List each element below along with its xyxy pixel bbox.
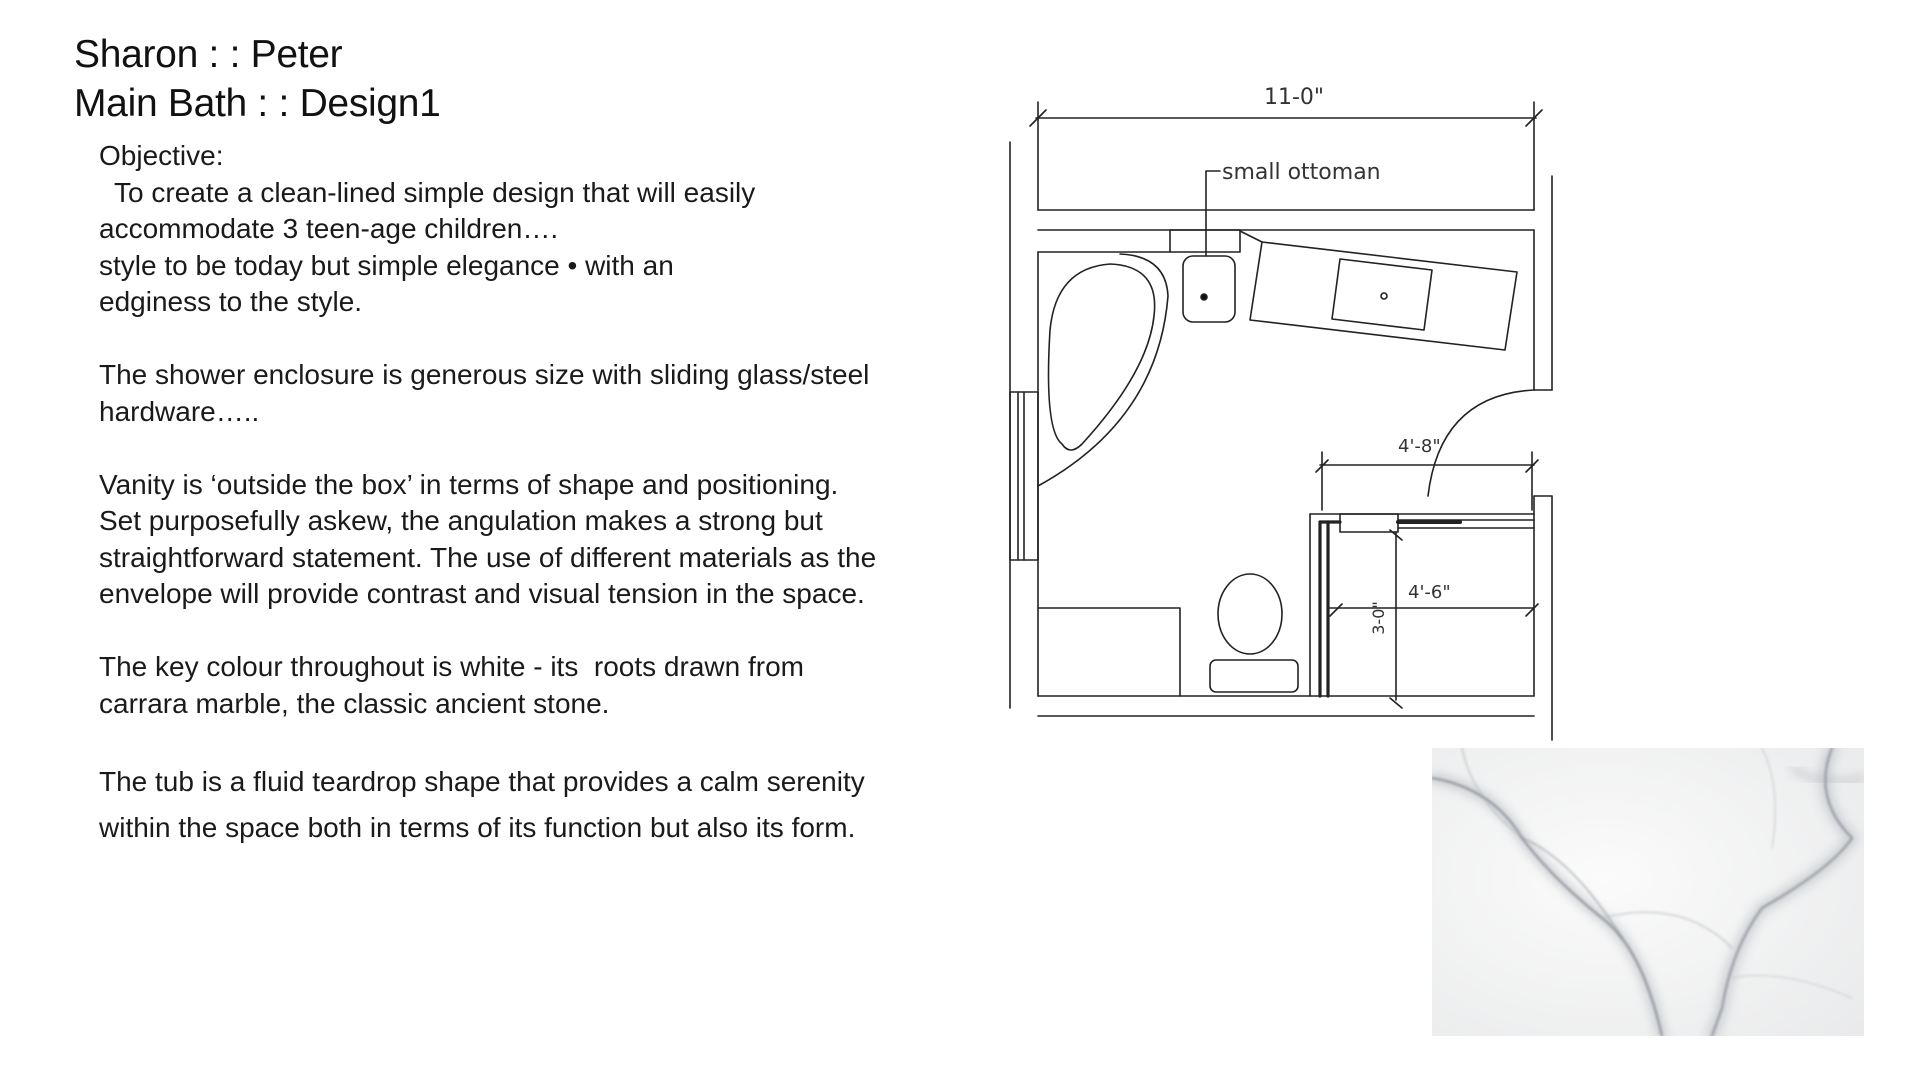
small-ottoman [1170,171,1240,322]
slide-title [74,30,441,128]
shower-inner-width-label: 4'-6" [1408,582,1451,603]
overall-dimension-line [1030,102,1542,210]
teardrop-tub [1038,254,1168,486]
paragraph-gap [99,430,939,467]
shower-enclosure [1310,514,1538,708]
objective-line: edginess to the style. [99,286,363,317]
overall-width-label: 11-0" [1264,85,1325,110]
colour-line: The key colour throughout is white - its roots drawn from [99,651,804,682]
exterior-walls [1010,142,1552,740]
storage-cabinet [1038,608,1180,696]
vanity-line: Vanity is ‘outside the box’ in terms of shape and positioning. [99,468,839,500]
shower-depth-label: 3-0" [1369,601,1388,635]
paragraph-gap [99,613,939,650]
colour-line: carrara marble, the classic ancient stone. [99,687,610,719]
objective-heading: Objective: [99,140,224,171]
shower-line: hardware….. [99,395,260,427]
ottoman-label: small ottoman [1222,160,1381,185]
objective-line: To create a clean-lined simple design that will easily [99,176,756,208]
vanity-line: envelope will provide contrast and visual tension in the space. [99,578,865,609]
shower-line: The shower enclosure is generous size with sliding glass/steel [99,359,870,390]
window [1010,392,1038,560]
carrara-marble-swatch [1432,748,1864,1036]
paragraph-gap [99,722,939,759]
client-names: Sharon : : Peter [74,33,343,76]
tub-line: within the space both in terms of its function but also its form. [99,811,856,843]
angled-vanity [1240,231,1517,350]
shower-width-label: 4'-8" [1398,436,1441,457]
floor-plan-drawing [990,80,1570,750]
door-swing [1428,390,1534,496]
project-name: Main Bath : : Design1 [74,82,441,125]
vanity-line: straightforward statement. The use of different materials as the [99,541,877,573]
objective-line: accommodate 3 teen-age children…. [99,213,559,244]
objective-line: style to be today but simple elegance • with an [99,249,674,281]
paragraph-gap [99,321,939,358]
tub-line: The tub is a fluid teardrop shape that provides a calm serenity [99,765,865,797]
vanity-line: Set purposefully askew, the angulation makes a strong but [99,505,823,536]
toilet [1210,574,1298,692]
shower-width-dimension [1316,452,1538,510]
design-description [99,138,939,851]
